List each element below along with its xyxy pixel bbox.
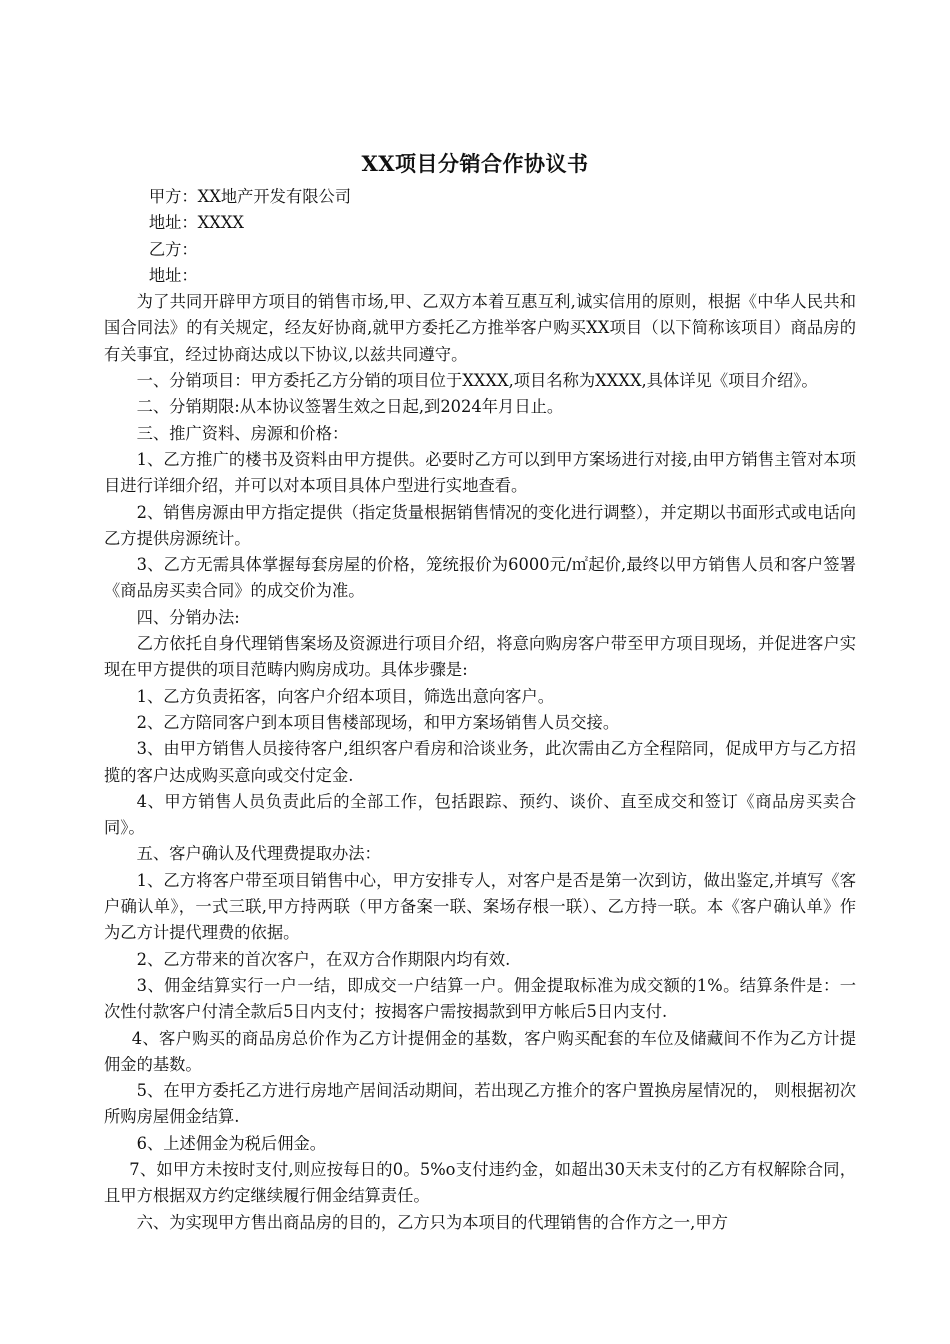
paragraph-section-3: 三、推广资料、房源和价格： [136,423,349,443]
paragraph-item: 6、上述佣金为税后佣金。 [136,1133,327,1153]
paragraph-section-4: 四、分销办法: [136,607,240,627]
paragraph-item: 1、乙方推广的楼书及资料由甲方提供。必要时乙方可以到甲方案场进行对接,由甲方销售主管对本项目进行详细介绍，并可以对本项目具体户型进行实地查看。 [104,449,856,496]
paragraph-item: 乙方依托自身代理销售案场及资源进行项目介绍，将意向购房客户带至甲方项目现场，并促进客户实现在甲方提供的项目范畴内购房成功。具体步骤是: [104,634,856,680]
document-title: XX项目分销合作协议书 [361,151,589,176]
paragraph-preamble: 为了共同开辟甲方项目的销售市场,甲、乙双方本着互惠互利,诚实信用的原则，根据《中华人民共和国合同法》的有关规定，经友好协商,就甲方委托乙方推举客户购买XX项目（以下简称该项目）商品房的有关事宜，经过协商达成以下协议,以兹共同遵守。 [104,292,856,364]
address-a-line: 地址：XXXX [148,213,245,233]
document-body [104,184,856,1236]
paragraph-item: 3、由甲方销售人员接待客户,组织客户看房和洽谈业务，此次需由乙方全程陪同，促成甲方与乙方招揽的客户达成购买意向或交付定金. [104,739,856,785]
paragraph-item: 4、客户购买的商品房总价作为乙方计提佣金的基数，客户购买配套的车位及储藏间不作为乙方计提佣金的基数。 [104,1028,856,1074]
paragraph-item: 4、甲方销售人员负责此后的全部工作，包括跟踪、预约、谈价、直至成交和签订《商品房买卖合同》。 [104,791,856,838]
paragraph-item: 1、乙方将客户带至项目销售中心，甲方安排专人，对客户是否是第一次到访，做出鉴定,并填写《客户确认单》，一式三联,甲方持两联（甲方备案一联、案场存根一联）、乙方持一联。本《客户确认单》作为乙方计提代理费的依据。 [104,870,856,943]
paragraph-item: 5、在甲方委托乙方进行房地产居间活动期间，若出现乙方推介的客户置换房屋情况的， 则根据初次所购房屋佣金结算. [104,1081,856,1127]
paragraph-section-6: 六、为实现甲方售出商品房的目的，乙方只为本项目的代理销售的合作方之一,甲方 [136,1212,728,1232]
paragraph-item: 1、乙方负责拓客，向客户介绍本项目，筛选出意向客户。 [136,686,554,706]
paragraph-item: 2、乙方带来的首次客户，在双方合作期限内均有效. [136,949,511,969]
party-b-line: 乙方： [148,239,198,259]
paragraph-section-5: 五、客户确认及代理费提取办法： [136,844,381,864]
paragraph-item: 2、销售房源由甲方指定提供（指定货量根据销售情况的变化进行调整），并定期以书面形式或电话向乙方提供房源统计。 [104,502,856,548]
paragraph-item: 2、乙方陪同客户到本项目售楼部现场，和甲方案场销售人员交接。 [136,712,620,732]
paragraph-item: 3、乙方无需具体掌握每套房屋的价格，笼统报价为6000元/㎡起价,最终以甲方销售人员和客户签署《商品房买卖合同》的成交价为准。 [104,555,856,601]
paragraph-item: 3、佣金结算实行一户一结，即成交一户结算一户。佣金提取标准为成交额的1%。结算条件是：一次性付款客户付清全款后5日内支付；按揭客户需按揭款到甲方帐后5日内支付. [104,975,856,1022]
paragraph-item: 7、如甲方未按时支付,则应按每日的0。5%o支付违约金，如超出30天未支付的乙方有权解除合同，且甲方根据双方约定继续履行佣金结算责任。 [104,1159,856,1206]
paragraph-section-1: 一、分销项目：甲方委托乙方分销的项目位于XXXX,项目名称为XXXX,具体详见《项目介绍》。 [136,371,818,391]
party-a-line: 甲方：XX地产开发有限公司 [148,187,352,206]
paragraph-section-2: 二、分销期限:从本协议签署生效之日起,到2024年月日止。 [136,397,564,417]
address-b-line: 地址： [148,265,198,285]
